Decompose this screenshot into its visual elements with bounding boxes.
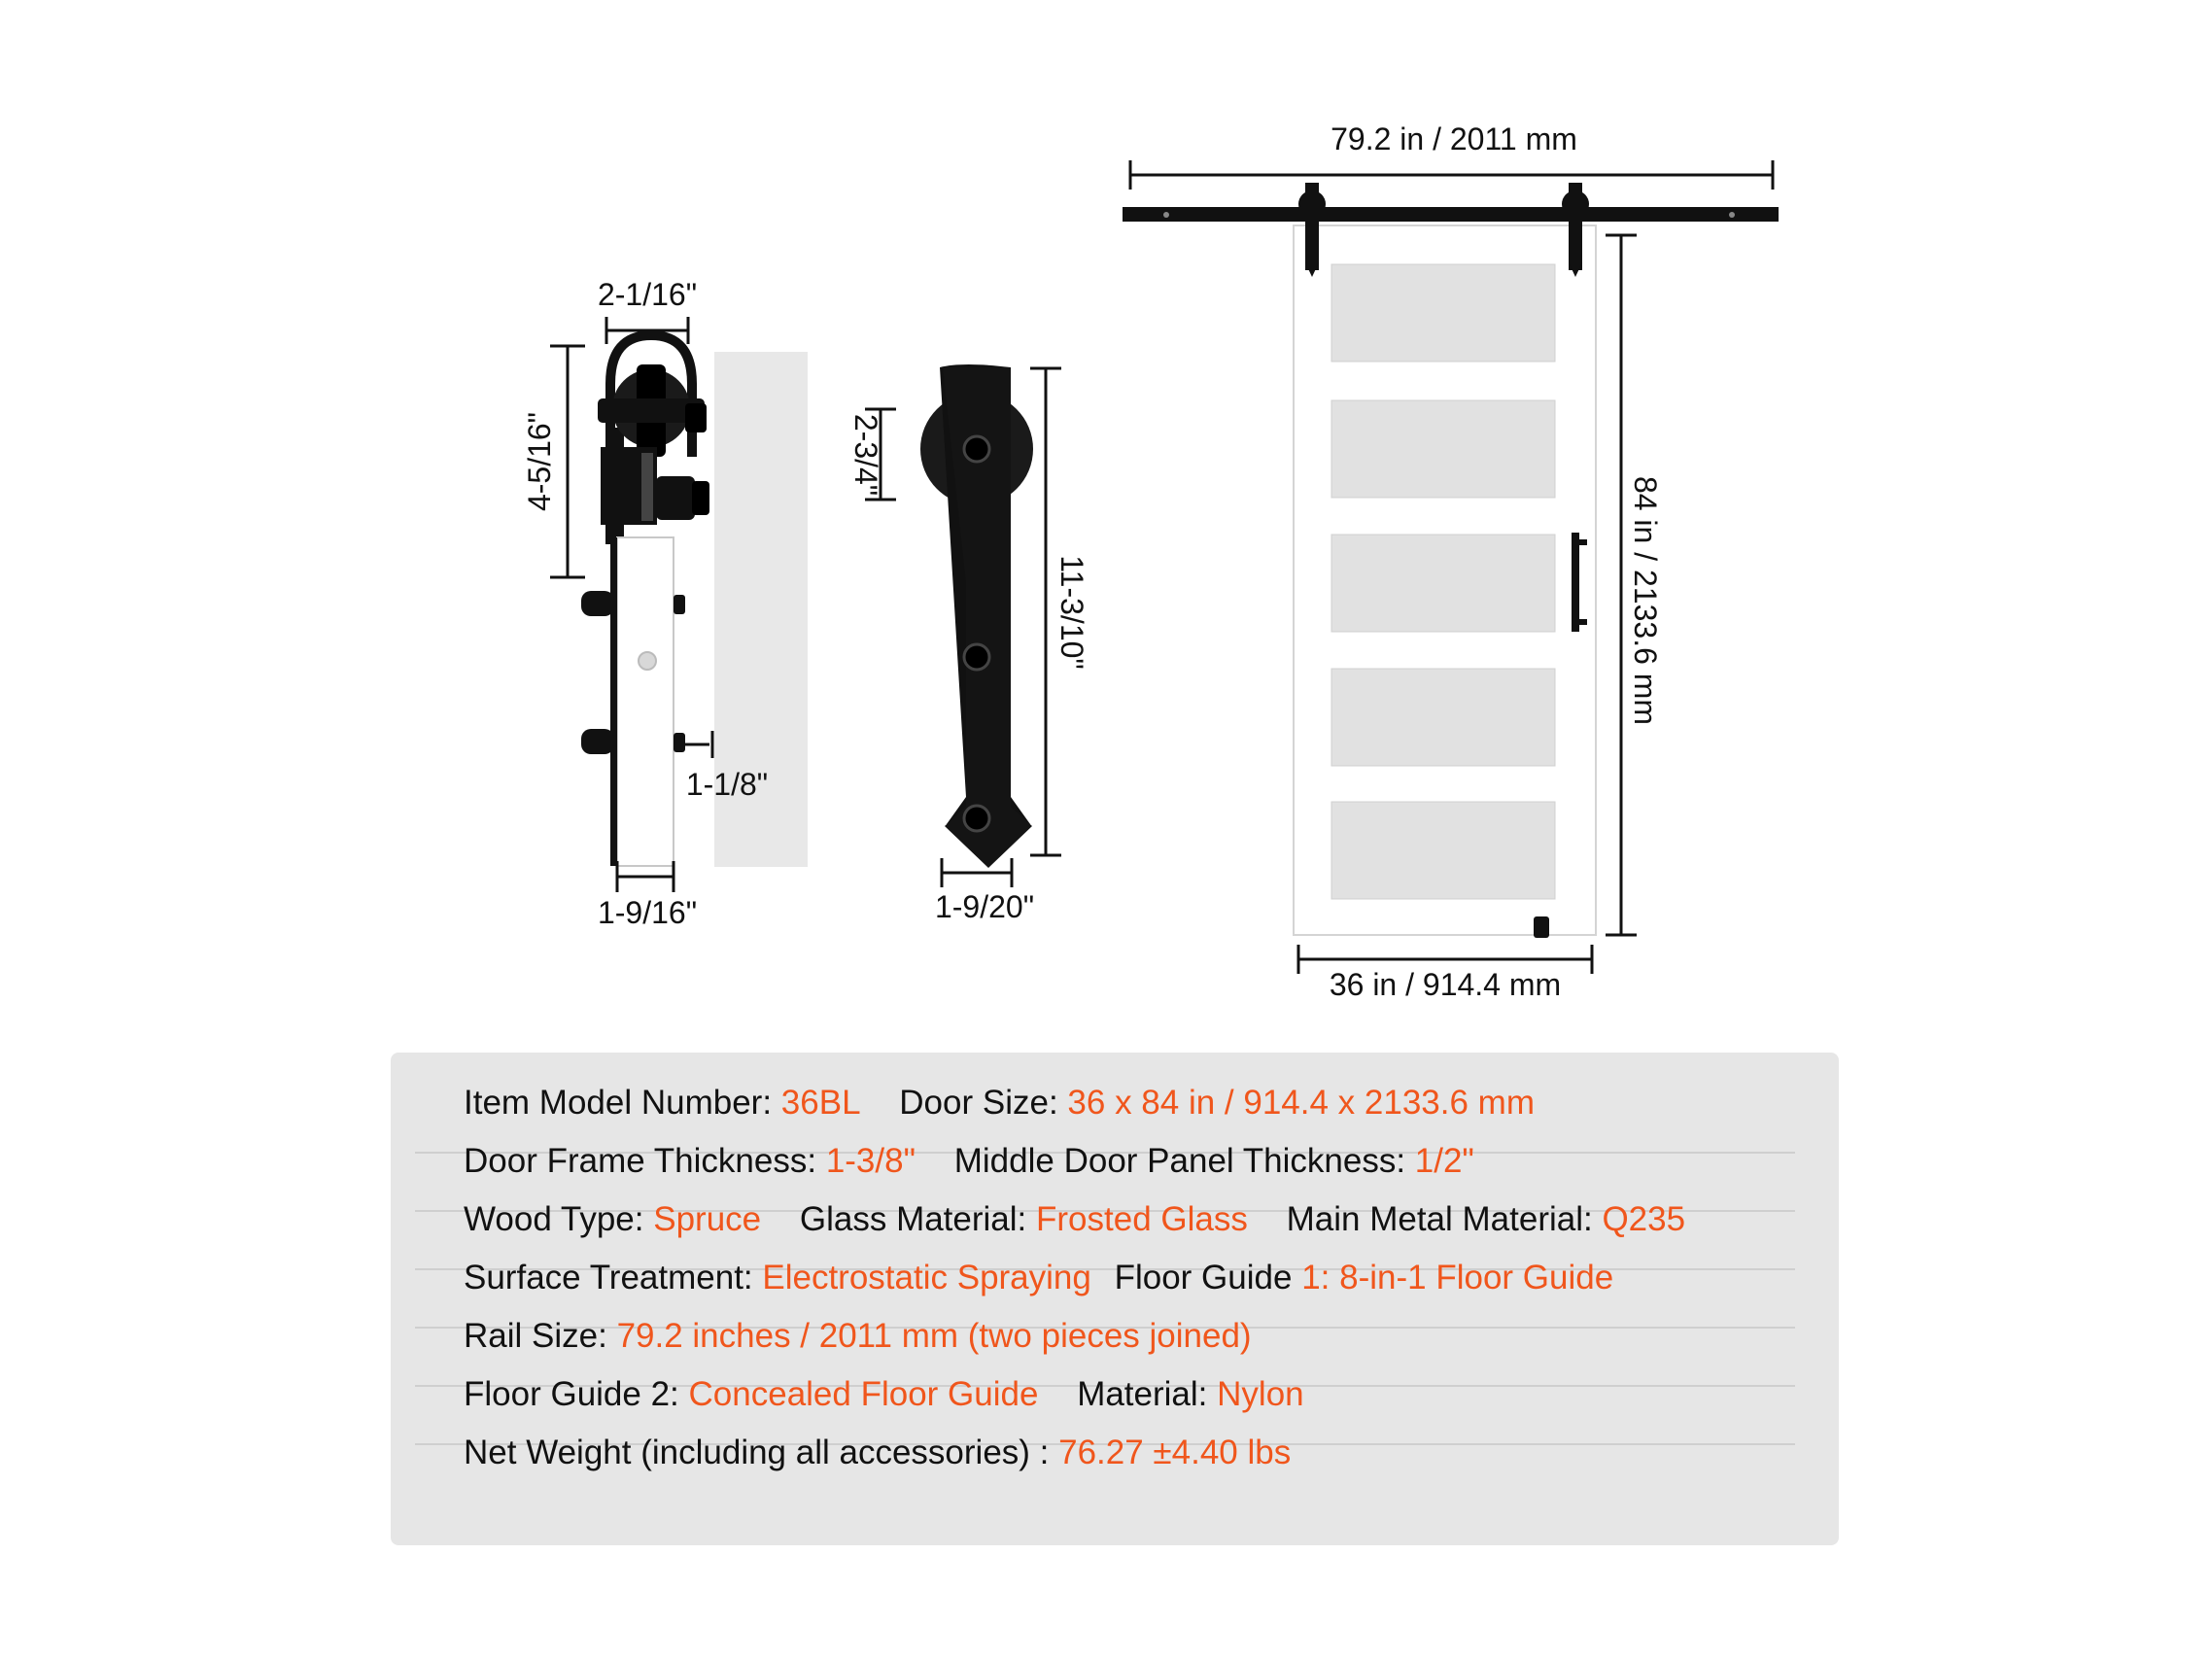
specs-panel (391, 1053, 1839, 1545)
door-width-label: 36 in / 914.4 mm (1329, 967, 1562, 1002)
model-number-label: Item Model Number: (464, 1084, 773, 1122)
metal-material-value: Q235 (1602, 1200, 1686, 1238)
door-size-value: 36 x 84 in / 914.4 x 2133.6 mm (1067, 1084, 1535, 1122)
net-weight-value: 76.27 ±4.40 lbs (1058, 1434, 1292, 1471)
glass-pane (1331, 669, 1555, 766)
floor-guide-label: Floor Guide (1114, 1259, 1293, 1296)
rail-length-label: 79.2 in / 2011 mm (1331, 121, 1577, 156)
wood-type-label: Wood Type: (464, 1200, 644, 1238)
strap-length-label: 11-3/10" (1054, 555, 1089, 670)
glass-pane (1331, 802, 1555, 899)
hanger-height-label: 4-5/16" (522, 411, 557, 512)
model-number-value: 36BL (780, 1084, 861, 1122)
metal-material-label: Main Metal Material: (1286, 1200, 1593, 1238)
surface-treatment-label: Surface Treatment: (464, 1259, 753, 1296)
wood-type-value: Spruce (653, 1200, 762, 1238)
spec-row-2 (464, 1132, 1824, 1191)
door-height-label: 84 in / 2133.6 mm (1628, 475, 1663, 726)
frame-thickness-value: 1-3/8" (825, 1142, 916, 1180)
floor-guide-2-value: Concealed Floor Guide (688, 1375, 1039, 1413)
glass-pane (1331, 535, 1555, 632)
spec-row-3 (464, 1191, 1824, 1249)
door-thickness-label: 1-9/16" (597, 895, 698, 930)
rail-size-value: 79.2 inches / 2011 mm (two pieces joined) (616, 1317, 1252, 1355)
rail (1123, 207, 1779, 222)
panel-thickness-value: 1/2" (1414, 1142, 1474, 1180)
wheel-diameter-label: 2-3/4" (848, 413, 883, 497)
frame-thickness-label: Door Frame Thickness: (464, 1142, 817, 1180)
floor-guide-value: 1: 8-in-1 Floor Guide (1301, 1259, 1614, 1296)
strap-width-label: 1-9/20" (934, 889, 1035, 924)
spec-row-7 (464, 1424, 1824, 1482)
glass-material-label: Glass Material: (799, 1200, 1027, 1238)
strap-view (848, 364, 1089, 924)
hanger-width-label: 2-1/16" (597, 277, 698, 312)
net-weight-label: Net Weight (including all accessories) : (464, 1434, 1050, 1471)
floor-guide-2-label: Floor Guide 2: (464, 1375, 679, 1413)
door-view (1123, 121, 1779, 1002)
glass-pane (1331, 264, 1555, 362)
door-size-label: Door Size: (899, 1084, 1058, 1122)
material-label: Material: (1077, 1375, 1208, 1413)
door-gap-label: 1-1/8" (685, 767, 769, 802)
spec-row-1 (464, 1074, 1824, 1132)
panel-thickness-label: Middle Door Panel Thickness: (953, 1142, 1406, 1180)
material-value: Nylon (1217, 1375, 1304, 1413)
side-view (522, 277, 808, 930)
door-handle (1572, 533, 1579, 632)
spec-row-6 (464, 1365, 1824, 1424)
door-edge (617, 537, 674, 866)
spec-row-5 (464, 1307, 1824, 1365)
surface-treatment-value: Electrostatic Spraying (762, 1259, 1091, 1296)
glass-material-value: Frosted Glass (1036, 1200, 1248, 1238)
rail-size-label: Rail Size: (464, 1317, 607, 1355)
glass-pane (1331, 400, 1555, 498)
spec-row-4 (464, 1249, 1824, 1307)
